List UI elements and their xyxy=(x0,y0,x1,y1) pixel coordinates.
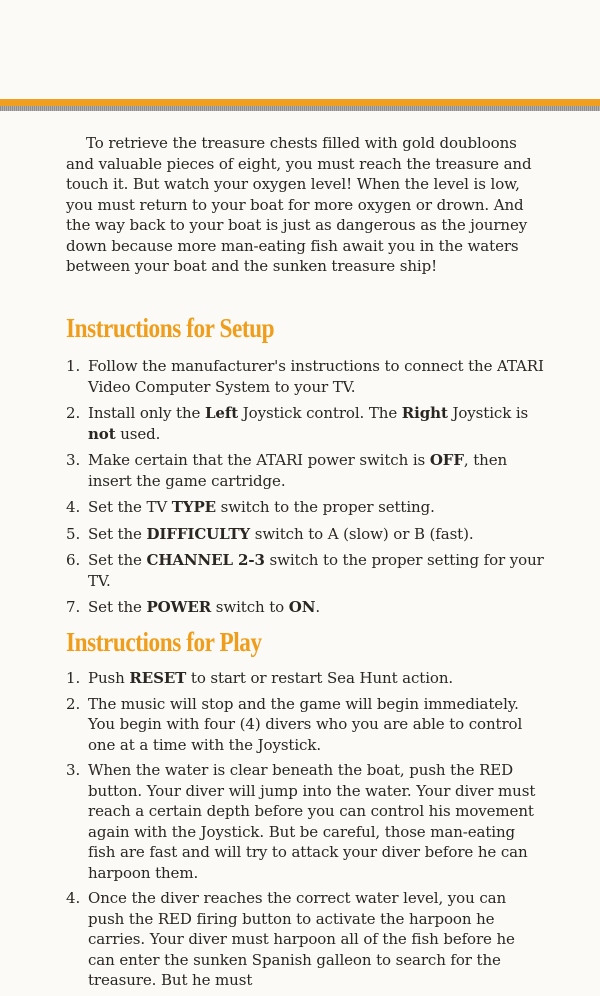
list-item: 2. The music will stop and the game will begin immediately. You begin with four (4) divers who you are able to control one at a time with the Joystick. xyxy=(66,694,523,754)
list-item: 5. Set the DIFFICULTY switch to A (slow) or B (fast). xyxy=(66,524,474,543)
page-content xyxy=(66,133,544,989)
list-item: 3. When the water is clear beneath the boat, push the RED button. Your diver will jump into the water. Your diver must reach a certain depth before you can control his movement again with the Joystick. But be careful, those man-eating fish are fast and will try to attack your diver before he can harpoon them. xyxy=(66,761,536,882)
play-heading: Instructions for Play xyxy=(66,627,262,657)
setup-list xyxy=(66,356,544,624)
list-item: 3. Make certain that the ATARI power switch is OFF, then insert the game cartridge. xyxy=(66,451,508,490)
list-item: 6. Set the CHANNEL 2-3 switch to the proper setting for your TV. xyxy=(66,551,544,590)
list-item: 1. Follow the manufacturer's instructions to connect the ATARI Video Computer System to your TV. xyxy=(66,357,544,396)
gray-header-stripe xyxy=(0,106,600,111)
list-item: 1. Push RESET to start or restart Sea Hunt action. xyxy=(66,669,454,687)
setup-heading: Instructions for Setup xyxy=(66,313,275,343)
list-item: 7. Set the POWER switch to ON. xyxy=(66,598,321,616)
play-list xyxy=(66,668,544,996)
list-item: 2. Install only the Left Joystick control. The Right Joystick is not used. xyxy=(66,404,529,443)
intro-paragraph: To retrieve the treasure chests filled with gold doubloons and valuable pieces of eight, you must reach the treasure and touch it. But watch your oxygen level! When the level is low, you must return to your boat for more oxygen or drown. And the way back to your boat is just as dangerous as the journey down because more man-eating fish await you in the waters between your boat and the sunken treasure ship! xyxy=(66,134,532,275)
list-item: 4. Once the diver reaches the correct water level, you can push the RED firing button to activate the harpoon he carries. Your diver must harpoon all of the fish before he can enter the sunken Spanish galleon to search for the treasure. But he must xyxy=(66,889,515,989)
list-item: 4. Set the TV TYPE switch to the proper setting. xyxy=(66,498,435,516)
orange-header-stripe xyxy=(0,99,600,106)
